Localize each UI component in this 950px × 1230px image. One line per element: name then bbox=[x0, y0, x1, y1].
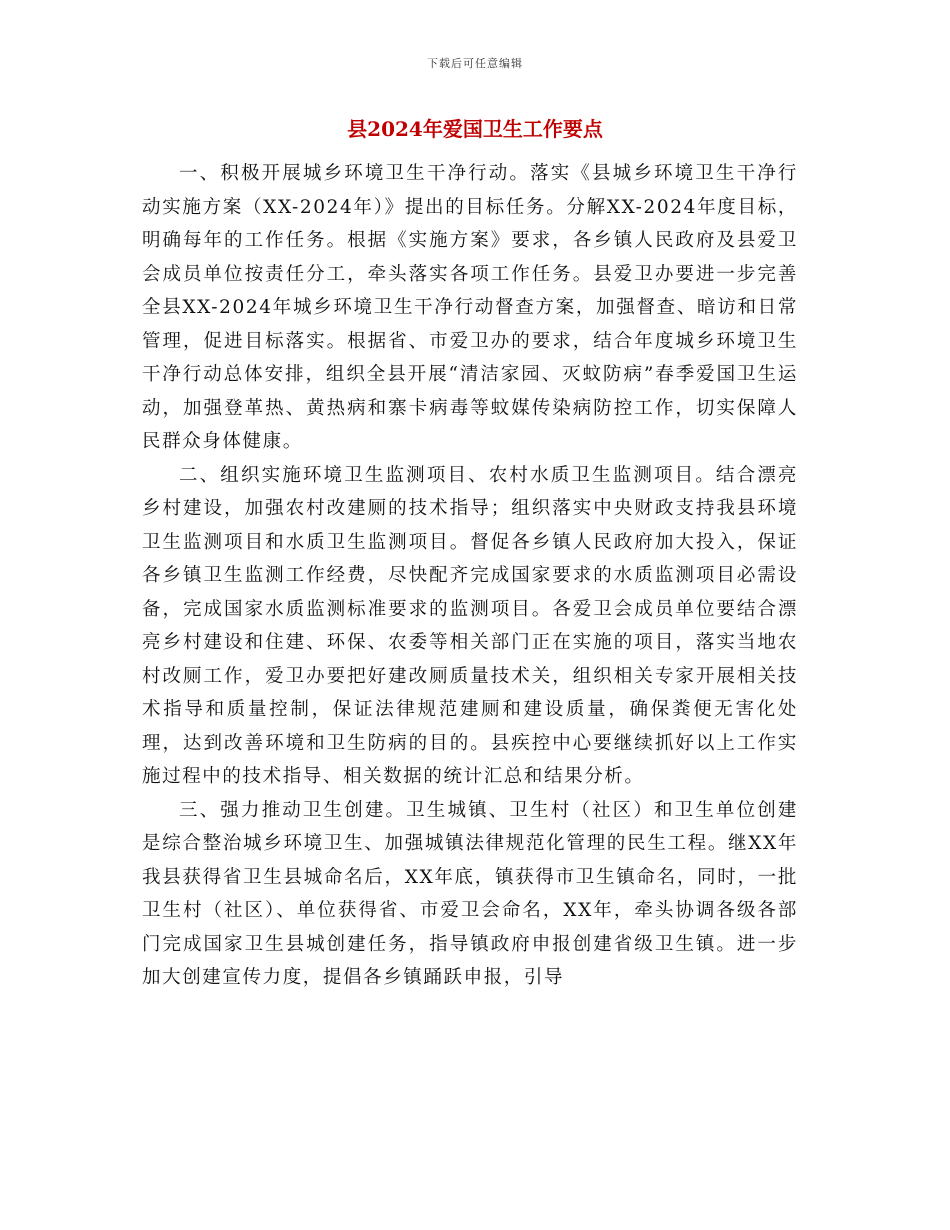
header-note: 下载后可任意编辑 bbox=[427, 57, 523, 70]
document-body bbox=[142, 157, 798, 995]
paragraph-2: 二、组织实施环境卫生监测项目、农村水质卫生监测项目。结合漂亮乡村建设，加强农村改建厕的技术指导；组织落实中央财政支持我县环境卫生监测项目和水质卫生监测项目。督促各乡镇人民政府加大投入，保证各乡镇卫生监测工作经费，尽快配齐完成国家要求的水质监测项目必需设备，完成国家水质监测标准要求的监测项目。各爱卫会成员单位要结合漂亮乡村建设和住建、环保、农委等相关部门正在实施的项目，落实当地农村改厕工作，爱卫办要把好建改厕质量技术关，组织相关专家开展相关技术指导和质量控制，保证法律规范建厕和建设质量，确保粪便无害化处理，达到改善环境和卫生防病的目的。县疾控中心要继续抓好以上工作实施过程中的技术指导、相关数据的统计汇总和结果分析。 bbox=[142, 464, 798, 787]
paragraph-1: 一、积极开展城乡环境卫生干净行动。落实《县城乡环境卫生干净行动实施方案（XX-2024年）》提出的目标任务。分解XX-2024年度目标，明确每年的工作任务。根据《实施方案》要求，各乡镇人民政府及县爱卫会成员单位按责任分工，牵头落实各项工作任务。县爱卫办要进一步完善全县XX-2024年城乡环境卫生干净行动督查方案，加强督查、暗访和日常管理，促进目标落实。根据省、市爱卫办的要求，结合年度城乡环境卫生干净行动总体安排，组织全县开展“清洁家园、灭蚊防病”春季爱国卫生运动，加强登革热、黄热病和寨卡病毒等蚊媒传染病防控工作，切实保障人民群众身体健康。 bbox=[142, 163, 798, 452]
paragraph-3: 三、强力推动卫生创建。卫生城镇、卫生村（社区）和卫生单位创建是综合整治城乡环境卫生、加强城镇法律规范化管理的民生工程。继XX年我县获得省卫生县城命名后，XX年底，镇获得市卫生镇命名，同时，一批卫生村（社区）、单位获得省、市爱卫会命名，XX年，牵头协调各级各部门完成国家卫生县城创建任务，指导镇政府申报创建省级卫生镇。进一步加大创建宣传力度，提倡各乡镇踊跃申报，引导 bbox=[142, 799, 798, 988]
document-title: 县2024年爱国卫生工作要点 bbox=[347, 117, 603, 141]
